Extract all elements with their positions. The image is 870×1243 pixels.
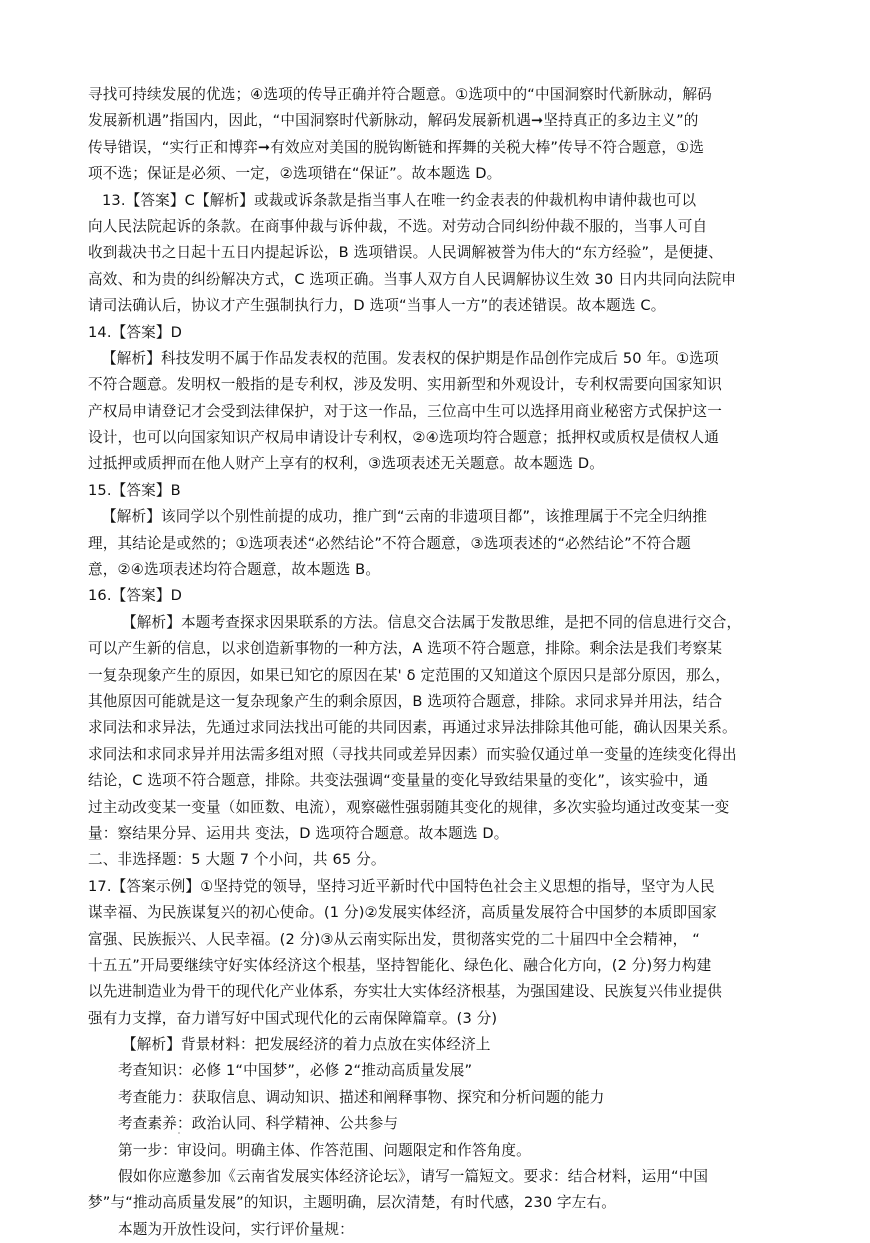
- text-line: 请司法确认后，协议才产生强制执行力，D 选项“当事人一方”的表述错误。故本题选 C。: [88, 297, 666, 315]
- question-17-analysis: 【解析】背景材料：把发展经济的着力点放在实体经济上: [122, 1036, 491, 1054]
- text-line: 梦”与“推动高质量发展”的知识，主题明确，层次清楚，有时代感，230 字左右。: [88, 1194, 617, 1212]
- text-line: 高效、和为贵的纠纷解决方式，C 选项正确。当事人双方自人民调解协议生效 30 日内共同向法院申: [88, 270, 737, 288]
- text-line: 谋幸福、为民族谋复兴的初心使命。(1 分)②发展实体经济，高质量发展符合中国梦的本质即国家: [88, 904, 717, 922]
- text-line: 以先进制造业为骨干的现代化产业体系，夯实壮大实体经济根基，为强国建设、民族复兴伟业提供: [88, 983, 722, 1001]
- text-line: 过抵押或质押而在他人财产上享有的权利，③选项表述无关题意。故本题选 D。: [88, 455, 604, 473]
- text-line: 量：察结果分异、运用共 变法，D 选项符合题意。故本题选 D。: [88, 824, 509, 842]
- text-line: 考查素养：政治认同、科学精神、公共参与: [118, 1115, 399, 1133]
- text-line: 本题为开放性设问，实行评价量规：: [118, 1220, 354, 1238]
- text-line: 一复杂现象产生的原因，如果已知它的原因在某' δ 定范围的又知道这个原因只是部分原因，那么，: [88, 666, 731, 684]
- text-line: 传导错误，“实行正和博弈➞有效应对美国的脱钩断链和挥舞的关税大棒”传导不符合题意，①选: [88, 138, 705, 156]
- question-17-answer: 17.【答案示例】①坚持党的领导，坚持习近平新时代中国特色社会主义思想的指导，坚守为人民: [88, 877, 715, 895]
- text-line: 意，②④选项表述均符合题意，故本题选 B。: [88, 561, 381, 579]
- text-line: 过主动改变某一变量（如匝数、电流），观察磁性强弱随其变化的规律，多次实验均通过改变某一变: [88, 798, 730, 816]
- text-line: 设计，也可以向国家知识产权局申请设计专利权，②④选项均符合题意；抵押权或质权是债权人通: [88, 429, 719, 447]
- text-line: 考查能力：获取信息、调动知识、描述和阐释事物、探究和分析问题的能力: [118, 1088, 605, 1106]
- text-line: 理，其结论是或然的；①选项表述“必然结论”不符合题意，③选项表述的“必然结论”不符合题: [88, 534, 691, 552]
- text-line: 求同法和求异法，先通过求同法找出可能的共同因素，再通过求异法排除其他可能，确认因果关系。: [88, 719, 737, 737]
- text-line: 十五五”开局要继续守好实体经济这个根基，坚持智能化、绿色化、融合化方向，(2 分)努力构建: [88, 956, 712, 974]
- text-line: 求同法和求同求异并用法需多组对照（寻找共同或差异因素）而实验仅通过单一变量的连续变化得出: [88, 745, 737, 763]
- question-16-answer: 16.【答案】D: [88, 587, 183, 605]
- text-line: 向人民法院起诉的条款。在商事仲裁与诉仲裁，不选。对劳动合同纠纷仲裁不服的，当事人可自: [88, 217, 708, 235]
- question-15-analysis: 【解析】该同学以个别性前提的成功，推广到“云南的非遗项目都”，该推理属于不完全归纳推: [102, 508, 708, 526]
- text-line: 可以产生新的信息，以求创造新事物的一种方法，A 选项不符合题意，排除。剩余法是我们考察某: [88, 640, 723, 658]
- question-16-analysis: 【解析】本题考查探求因果联系的方法。信息交合法属于发散思维，是把不同的信息进行交合，: [122, 613, 742, 631]
- text-line: 其他原因可能就是这一复杂现象产生的剩余原因，B 选项符合题意，排除。求同求异并用法，结合: [88, 692, 723, 710]
- text-line: 第一步：审设问。明确主体、作答范围、问题限定和作答角度。: [118, 1141, 531, 1159]
- scan-speck: [178, 1132, 180, 1134]
- text-line: 产权局申请登记才会受到法律保护，对于这一作品，三位高中生可以选择用商业秘密方式保护这一: [88, 402, 722, 420]
- text-line: 富强、民族振兴、人民幸福。(2 分)③从云南实际出发，贯彻落实党的二十届四中全会精神， “: [88, 930, 700, 948]
- question-14-answer: 14.【答案】D: [88, 323, 183, 341]
- text-line: 收到裁决书之日起十五日内提起诉讼，B 选项错误。人民调解被誉为伟大的“东方经验”，是便捷、: [88, 244, 723, 262]
- text-line: 项不选；保证是必须、一定，②选项错在“保证”。故本题选 D。: [88, 165, 502, 183]
- text-line: 考查知识：必修 1“中国梦”，必修 2“推动高质量发展”: [118, 1062, 473, 1080]
- document-page: [88, 82, 788, 1243]
- text-line: 假如你应邀参加《云南省发展实体经济论坛》，请写一篇短文。要求：结合材料，运用“中国: [118, 1168, 709, 1186]
- question-13-answer: 13.【答案】C【解析】或裁或诉条款是指当事人在唯一约金表表的仲裁机构申请仲裁也可以: [102, 191, 697, 209]
- section-heading: 二、非选择题：5 大题 7 个小问，共 65 分。: [88, 851, 386, 869]
- text-line: 寻找可持续发展的优选；④选项的传导正确并符合题意。①选项中的“中国洞察时代新脉动，解码: [88, 86, 712, 103]
- text-line: 不符合题意。发明权一般指的是专利权，涉及发明、实用新型和外观设计，专利权需要向国家知识: [88, 376, 722, 394]
- question-14-analysis: 【解析】科技发明不属于作品发表权的范围。发表权的保护期是作品创作完成后 50 年。①选项: [102, 349, 719, 367]
- question-15-answer: 15.【答案】B: [88, 481, 181, 499]
- text-line: 发展新机遇”指国内，因此，“中国洞察时代新脉动，解码发展新机遇➞坚持真正的多边主义”的: [88, 112, 699, 130]
- text-line: 结论，C 选项不符合题意，排除。共变法强调“变量量的变化导致结果量的变化”，该实验中，通: [88, 772, 709, 790]
- text-line: 强有力支撑，奋力谱写好中国式现代化的云南保障篇章。(3 分): [88, 1009, 498, 1027]
